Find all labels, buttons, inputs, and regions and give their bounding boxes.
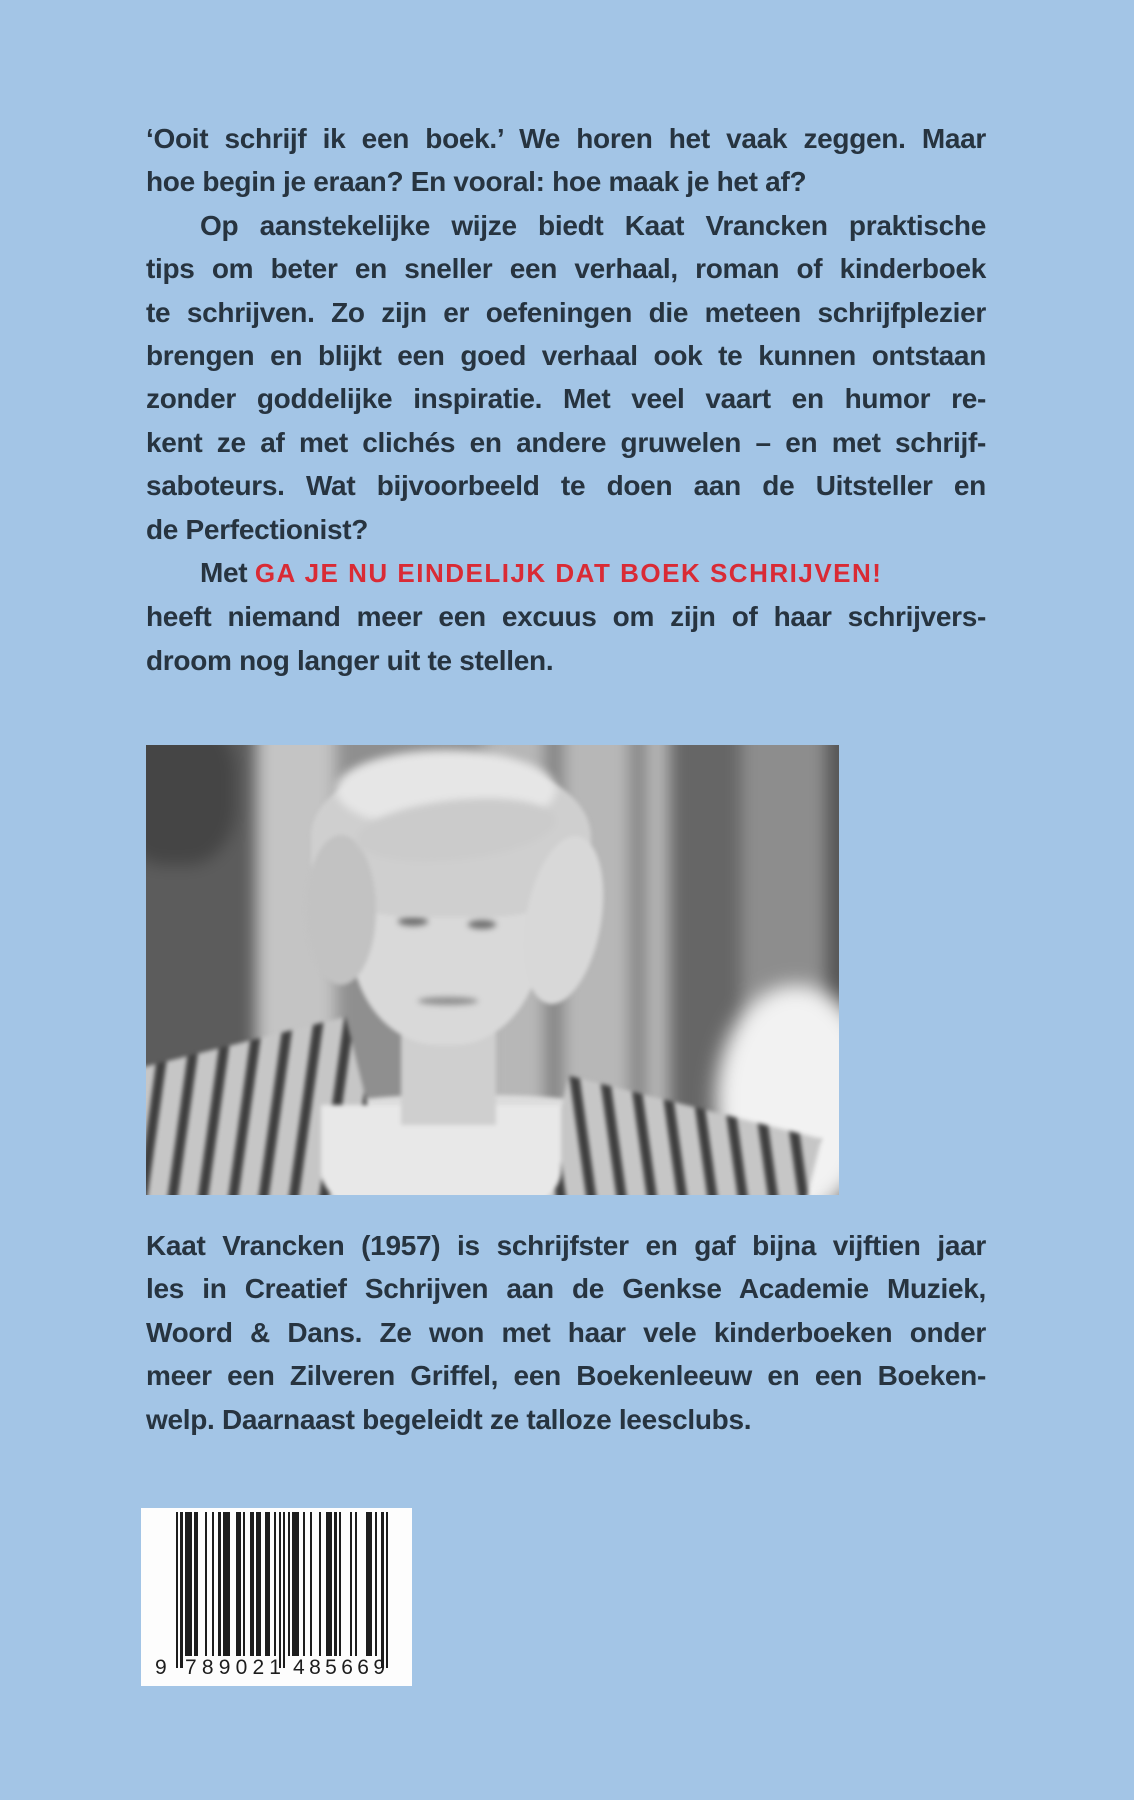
barcode-digit: 9 xyxy=(373,1656,385,1679)
barcode-bar xyxy=(310,1512,312,1656)
barcode-bar xyxy=(180,1512,182,1668)
barcode-bar xyxy=(194,1512,198,1656)
barcode-digit-group xyxy=(185,1656,281,1680)
author-portrait xyxy=(146,745,839,1195)
barcode-bar xyxy=(274,1512,276,1656)
barcode-bar xyxy=(279,1512,281,1668)
barcode-digit: 7 xyxy=(185,1656,197,1679)
barcode-bar xyxy=(176,1512,178,1668)
barcode-bar xyxy=(218,1512,220,1656)
barcode-bar xyxy=(350,1512,352,1656)
bio-line: meer een Zilveren Griffel, een Boekenleeuw en een Boeken- xyxy=(146,1360,986,1392)
barcode-bar xyxy=(326,1512,333,1656)
barcode-digit: 4 xyxy=(293,1656,305,1679)
barcode-bar xyxy=(375,1512,377,1656)
barcode-bar xyxy=(381,1512,383,1668)
blurb-line: Op aanstekelijke wijze biedt Kaat Vrancken praktische xyxy=(200,209,986,241)
striped-shirt-right xyxy=(531,1076,822,1195)
blurb-line: hoe begin je eraan? En vooral: hoe maak je het af? xyxy=(146,166,807,198)
barcode-bar xyxy=(212,1512,214,1656)
blurb-line: saboteurs. Wat bijvoorbeeld te doen aan de Uitsteller en xyxy=(146,470,986,502)
barcode-bar xyxy=(355,1512,357,1656)
barcode-bar xyxy=(250,1512,254,1656)
barcode-digit: 0 xyxy=(235,1656,248,1679)
blurb-line: zonder goddelijke inspiratie. Met veel vaart en humor re- xyxy=(146,383,986,415)
barcode-digit: 5 xyxy=(325,1656,337,1679)
barcode-bar xyxy=(386,1512,388,1668)
barcode-digit-group xyxy=(293,1656,385,1680)
barcode-bar xyxy=(185,1512,192,1656)
blurb-line: te schrijven. Zo zijn er oefeningen die meteen schrijfplezier xyxy=(146,296,986,328)
isbn-barcode xyxy=(141,1508,412,1686)
barcode-digit: 2 xyxy=(252,1656,265,1679)
line-text: Met xyxy=(200,557,255,589)
barcode-bar xyxy=(205,1512,207,1656)
blurb-line: ‘Ooit schrijf ik een boek.’ We horen het vaak zeggen. Maar xyxy=(146,123,986,154)
book-title-highlight: GA JE NU EINDELIJK DAT BOEK SCHRIJVEN! xyxy=(254,558,883,589)
barcode-digit: 8 xyxy=(309,1656,321,1679)
blurb-line: kent ze af met clichés en andere gruwelen – en met schrijf- xyxy=(146,426,986,458)
barcode-digit: 9 xyxy=(218,1656,231,1679)
author-mouth xyxy=(418,997,478,1005)
blurb-line: brengen en blijkt een goed verhaal ook te kunnen ontstaan xyxy=(146,340,986,372)
blurb-line xyxy=(146,551,986,595)
bio-line: Woord & Dans. Ze won met haar vele kinderboeken onder xyxy=(146,1316,986,1348)
bio-line: welp. Daarnaast begeleidt ze talloze leesclubs. xyxy=(146,1403,752,1435)
barcode-bars xyxy=(176,1512,388,1672)
blurb-line: de Perfectionist? xyxy=(146,513,369,545)
barcode-digit: 8 xyxy=(201,1656,214,1679)
blurb-line: droom nog langer uit te stellen. xyxy=(146,644,554,676)
barcode-bar xyxy=(339,1512,341,1656)
barcode-digits xyxy=(141,1656,412,1682)
barcode-bar xyxy=(236,1512,240,1656)
barcode-bar xyxy=(288,1512,290,1656)
barcode-bar xyxy=(303,1512,305,1656)
author-bio xyxy=(146,1224,986,1441)
author-eye xyxy=(398,917,428,926)
author-photo xyxy=(146,745,839,1195)
bio-line: les in Creatief Schrijven aan de Genkse Academie Muziek, xyxy=(146,1273,986,1305)
author-hair-side xyxy=(306,835,376,985)
barcode-bar xyxy=(334,1512,336,1656)
blurb-line: heeft niemand meer een excuus om zijn of haar schrijvers- xyxy=(146,601,986,633)
barcode-bar xyxy=(265,1512,269,1656)
bio-line: Kaat Vrancken (1957) is schrijfster en gaf bijna vijftien jaar xyxy=(146,1230,986,1261)
barcode-digit: 6 xyxy=(341,1656,353,1679)
barcode-bar xyxy=(256,1512,260,1656)
barcode-bar xyxy=(319,1512,321,1656)
barcode-bar xyxy=(223,1512,230,1656)
barcode-digit: 1 xyxy=(269,1656,281,1679)
barcode-bar xyxy=(283,1512,285,1668)
barcode-digit-group: 9 xyxy=(155,1656,167,1679)
barcode-digit: 6 xyxy=(357,1656,369,1679)
author-eye xyxy=(468,920,496,929)
blurb-line: tips om beter en sneller een verhaal, roman of kinderboek xyxy=(146,253,986,285)
barcode-bar xyxy=(243,1512,245,1656)
barcode-bar xyxy=(366,1512,373,1656)
blurb-text xyxy=(146,117,986,682)
barcode-bar xyxy=(292,1512,299,1656)
